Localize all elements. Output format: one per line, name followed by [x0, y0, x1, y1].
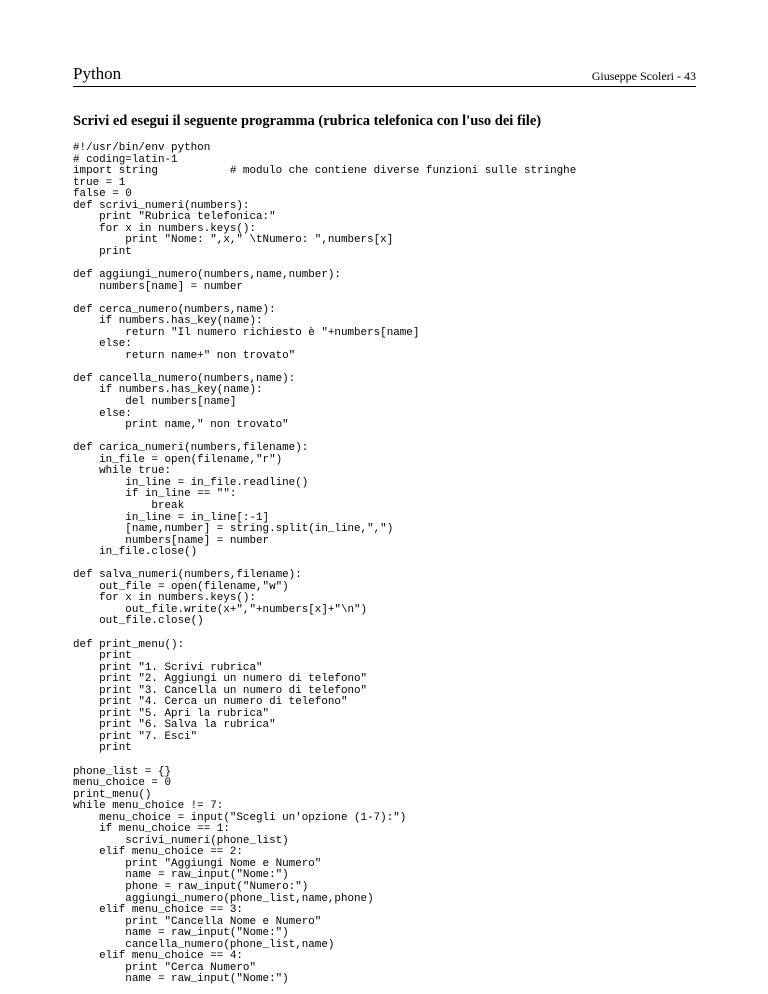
code-line: print "6. Salva la rubrica" — [73, 719, 276, 732]
header-divider — [73, 86, 696, 87]
code-line: break — [73, 499, 185, 512]
code-line: elif menu_choice == 4: — [73, 950, 243, 963]
code-line: def scrivi_numeri(numbers): — [73, 199, 250, 212]
code-line: print "2. Aggiungi un numero di telefono" — [73, 673, 368, 686]
code-line: def print_menu(): — [73, 638, 185, 651]
code-line: name = raw_input("Nome:") — [73, 927, 289, 940]
code-line: else: — [73, 407, 132, 420]
code-line: elif menu_choice == 2: — [73, 846, 243, 859]
code-line: print "Cerca Numero" — [73, 961, 256, 974]
header-author-page-number: Giuseppe Scoleri - 43 — [591, 69, 696, 83]
code-line: aggiungi_numero(phone_list,name,phone) — [73, 892, 374, 905]
code-line — [73, 628, 576, 640]
code-line: print — [73, 742, 132, 755]
code-line: del numbers[name] — [73, 396, 237, 409]
code-line: print — [73, 245, 132, 258]
code-line: # coding=latin-1 — [73, 153, 178, 166]
code-line: true = 1 — [73, 176, 126, 189]
code-line: [name,number] = string.split(in_line,",") — [73, 523, 394, 536]
code-line: menu_choice = 0 — [73, 777, 172, 790]
code-line: numbers[name] = number — [73, 280, 243, 293]
code-line: print "Aggiungi Nome e Numero" — [73, 857, 322, 870]
code-line: print_menu() — [73, 788, 152, 801]
code-line — [73, 755, 576, 767]
code-line: out_file.write(x+","+numbers[x]+"\n") — [73, 603, 368, 616]
code-line: elif menu_choice == 3: — [73, 904, 243, 917]
code-line: def cerca_numero(numbers,name): — [73, 303, 276, 316]
code-line: #!/usr/bin/env python — [73, 142, 211, 154]
code-line: while menu_choice != 7: — [73, 800, 224, 813]
code-line: if numbers.has_key(name): — [73, 384, 263, 397]
code-line: return "Il numero richiesto è "+numbers[name] — [73, 326, 420, 339]
code-line: out_file.close() — [73, 615, 204, 628]
code-line: in_line = in_line[:-1] — [73, 511, 270, 524]
code-line: for x in numbers.keys(): — [73, 222, 256, 235]
code-line: def carica_numeri(numbers,filename): — [73, 442, 309, 455]
header-section-title: Python — [73, 64, 122, 83]
code-line: numbers[name] = number — [73, 534, 270, 547]
code-line: import string # modulo che contiene diverse funzioni sulle stringhe — [73, 165, 577, 178]
code-line: print "1. Scrivi rubrica" — [73, 661, 263, 674]
code-line: if menu_choice == 1: — [73, 823, 230, 836]
code-line: in_line = in_file.readline() — [73, 476, 309, 489]
code-line: cancella_numero(phone_list,name) — [73, 938, 335, 951]
code-line: while true: — [73, 465, 172, 478]
code-line: in_file = open(filename,"r") — [73, 453, 283, 466]
code-line: print "Nome: ",x," \tNumero: ",numbers[x] — [73, 234, 394, 247]
code-line: print "3. Cancella un numero di telefono" — [73, 684, 368, 697]
code-line: def salva_numeri(numbers,filename): — [73, 569, 302, 582]
code-line: if numbers.has_key(name): — [73, 315, 263, 328]
code-line: print — [73, 650, 132, 663]
code-line: print "4. Cerca un numero di telefono" — [73, 696, 348, 709]
code-line: return name+" non trovato" — [73, 349, 296, 362]
code-line: out_file = open(filename,"w") — [73, 580, 289, 593]
code-line: scrivi_numeri(phone_list) — [73, 834, 289, 847]
code-line: print name," non trovato" — [73, 419, 289, 432]
code-line: def aggiungi_numero(numbers,name,number): — [73, 269, 341, 282]
code-line: name = raw_input("Nome:") — [73, 869, 289, 882]
code-line: print "7. Esci" — [73, 730, 198, 743]
code-line: in_file.close() — [73, 546, 198, 559]
code-line: def cancella_numero(numbers,name): — [73, 372, 296, 385]
code-line: phone = raw_input("Numero:") — [73, 881, 309, 893]
code-line: print "Cancella Nome e Numero" — [73, 915, 322, 928]
code-line: else: — [73, 338, 132, 351]
code-listing — [73, 143, 576, 986]
code-line: print "Rubrica telefonica:" — [73, 211, 276, 224]
code-line: print "5. Apri la rubrica" — [73, 707, 270, 720]
code-line: phone_list = {} — [73, 765, 172, 778]
code-line: for x in numbers.keys(): — [73, 592, 256, 605]
code-line: name = raw_input("Nome:") — [73, 973, 289, 986]
code-line: menu_choice = input("Scegli un'opzione (1-7):") — [73, 811, 407, 824]
exercise-title: Scrivi ed esegui il seguente programma (rubrica telefonica con l'uso dei file) — [73, 113, 542, 129]
code-line — [73, 293, 576, 305]
code-line: if in_line == "": — [73, 488, 237, 501]
code-line: false = 0 — [73, 188, 132, 201]
